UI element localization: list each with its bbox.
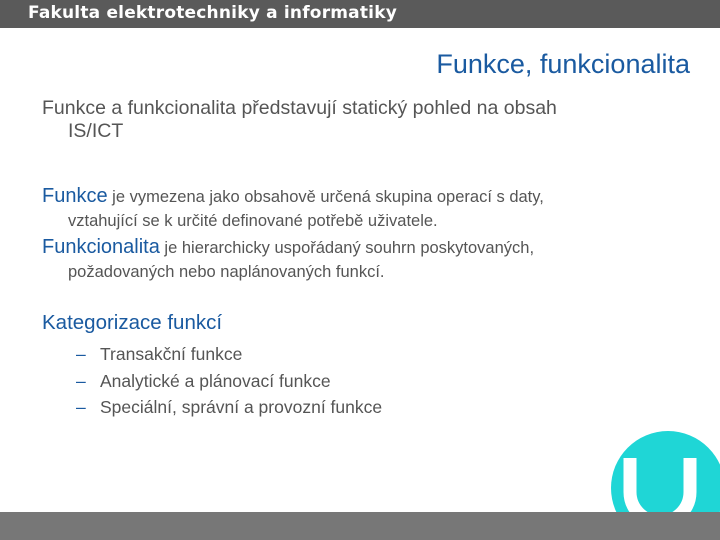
bullet-dash: – xyxy=(76,397,86,417)
intro-line-1: Funkce a funkcionalita představují statický pohled na obsah xyxy=(42,97,557,119)
category-item-label: Analytické a plánovací funkce xyxy=(100,370,331,391)
bullet-dash: – xyxy=(76,370,86,391)
category-item-label: Transakční funkce xyxy=(100,344,243,364)
footer-bar xyxy=(0,512,720,540)
faculty-name: Fakulta elektrotechniky a informatiky xyxy=(28,3,397,23)
definition-funkce xyxy=(42,184,544,233)
list-item xyxy=(76,341,382,368)
definition-funkce-text: je vymezena jako obsahově určená skupina operací s daty, xyxy=(107,188,544,206)
bullet-dash: – xyxy=(76,344,86,364)
category-item-label: Speciální, správní a provozní funkce xyxy=(100,397,383,417)
intro-line-2: IS/ICT xyxy=(68,120,124,142)
definition-funkcionalita-continuation: požadovaných nebo naplánovaných funkcí. xyxy=(68,263,385,281)
definition-funkcionalita-text: je hierarchicky uspořádaný souhrn poskytovaných, xyxy=(159,239,535,257)
list-item xyxy=(76,394,382,421)
list-item xyxy=(76,368,382,395)
category-list xyxy=(76,341,382,421)
category-heading: Kategorizace funkcí xyxy=(42,311,223,334)
intro-paragraph xyxy=(42,97,557,143)
definition-funkcionalita xyxy=(42,235,534,284)
term-funkce: Funkce xyxy=(42,185,108,207)
term-funkcionalita: Funkcionalita xyxy=(42,236,160,258)
definition-funkce-continuation: vztahující se k určité definované potřebě uživatele. xyxy=(68,212,438,230)
slide-title: Funkce, funkcionalita xyxy=(436,49,690,79)
